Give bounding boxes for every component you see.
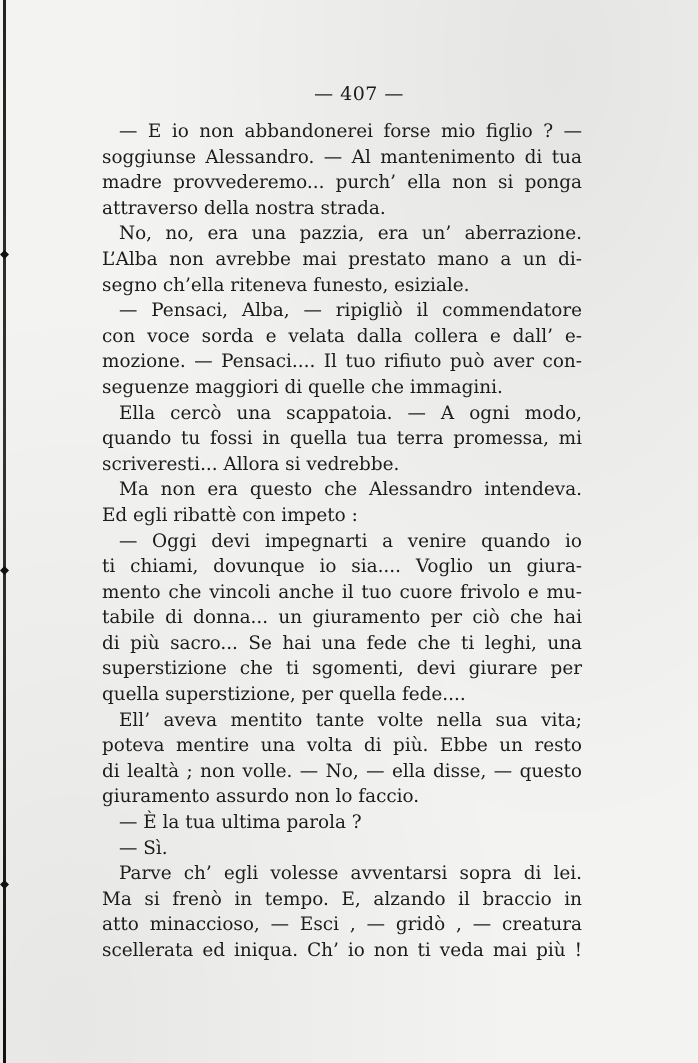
text-line: — E io non abbandonerei forse mio figlio ? —	[119, 121, 582, 142]
text-line: soggiunse Alessandro. — Al mantenimento di tua	[102, 146, 582, 168]
text-line: segno ch’ella riteneva funesto, esiziale.	[102, 274, 470, 296]
text-line: scellerata ed iniqua. Ch’ io non ti veda mai più !	[102, 940, 582, 961]
text-line: mozione. — Pensaci.... Il tuo rifiuto può aver con-	[102, 351, 582, 373]
text-line: — Pensaci, Alba, — ripigliò il commendatore	[119, 300, 582, 322]
text-line: ti chiami, dovunque io sia.... Voglio un giura-	[102, 556, 582, 578]
text-line: Parve ch’ egli volesse avventarsi sopra di lei.	[119, 863, 582, 885]
text-line: Ella cercò una scappatoia. — A ogni modo,	[119, 402, 582, 424]
text-line: poteva mentire una volta di più. Ebbe un resto	[102, 735, 582, 757]
text-line: di più sacro... Se hai una fede che ti leghi, una	[102, 632, 582, 654]
text-line: di lealtà ; non volle. — No, — ella disse, — questo	[102, 760, 582, 782]
text-line: — Sì.	[119, 837, 168, 859]
text-line: madre provvederemo... purch’ ella non si ponga	[102, 172, 582, 194]
text-line: Ed egli ribattè con impeto :	[102, 504, 358, 526]
text-line: tabile di donna... un giuramento per ciò che hai	[102, 607, 582, 629]
text-line: L’Alba non avrebbe mai prestato mano a un di-	[102, 248, 582, 270]
text-line: quando tu fossi in quella tua terra promessa, mi	[102, 428, 582, 450]
text-line: superstizione che ti sgomenti, devi giurare per	[102, 658, 582, 680]
text-line: mento che vincoli anche il tuo cuore frivolo e mu-	[102, 581, 582, 603]
text-line: con voce sorda e velata dalla collera e dall’ e-	[102, 325, 582, 347]
binding-mark-bottom	[0, 880, 9, 889]
text-line: Ma si frenò in tempo. E, alzando il braccio in	[102, 888, 582, 910]
text-line: scriveresti... Allora si vedrebbe.	[102, 453, 400, 475]
text-line: attraverso della nostra strada.	[102, 197, 386, 219]
text-line: Ma non era questo che Alessandro intendeva.	[119, 479, 582, 501]
text-line: giuramento assurdo non lo faccio.	[102, 786, 420, 808]
text-line: — È la tua ultima parola ?	[119, 812, 362, 834]
text-line: Ell’ aveva mentito tante volte nella sua vita;	[119, 709, 582, 731]
body-text	[102, 119, 582, 964]
page-number: — 407 —	[314, 83, 404, 105]
page-binding-edge	[3, 0, 6, 1063]
text-line: atto minaccioso, — Esci , — gridò , — creatura	[102, 914, 582, 936]
text-line: — Oggi devi impegnarti a venire quando io	[119, 530, 582, 552]
text-line: seguenze maggiori di quelle che immagini.	[102, 376, 503, 398]
binding-mark-top	[0, 250, 9, 259]
binding-mark-middle	[0, 566, 9, 575]
text-line: quella superstizione, per quella fede....	[102, 684, 466, 706]
text-line: No, no, era una pazzia, era un’ aberrazione.	[119, 223, 582, 245]
